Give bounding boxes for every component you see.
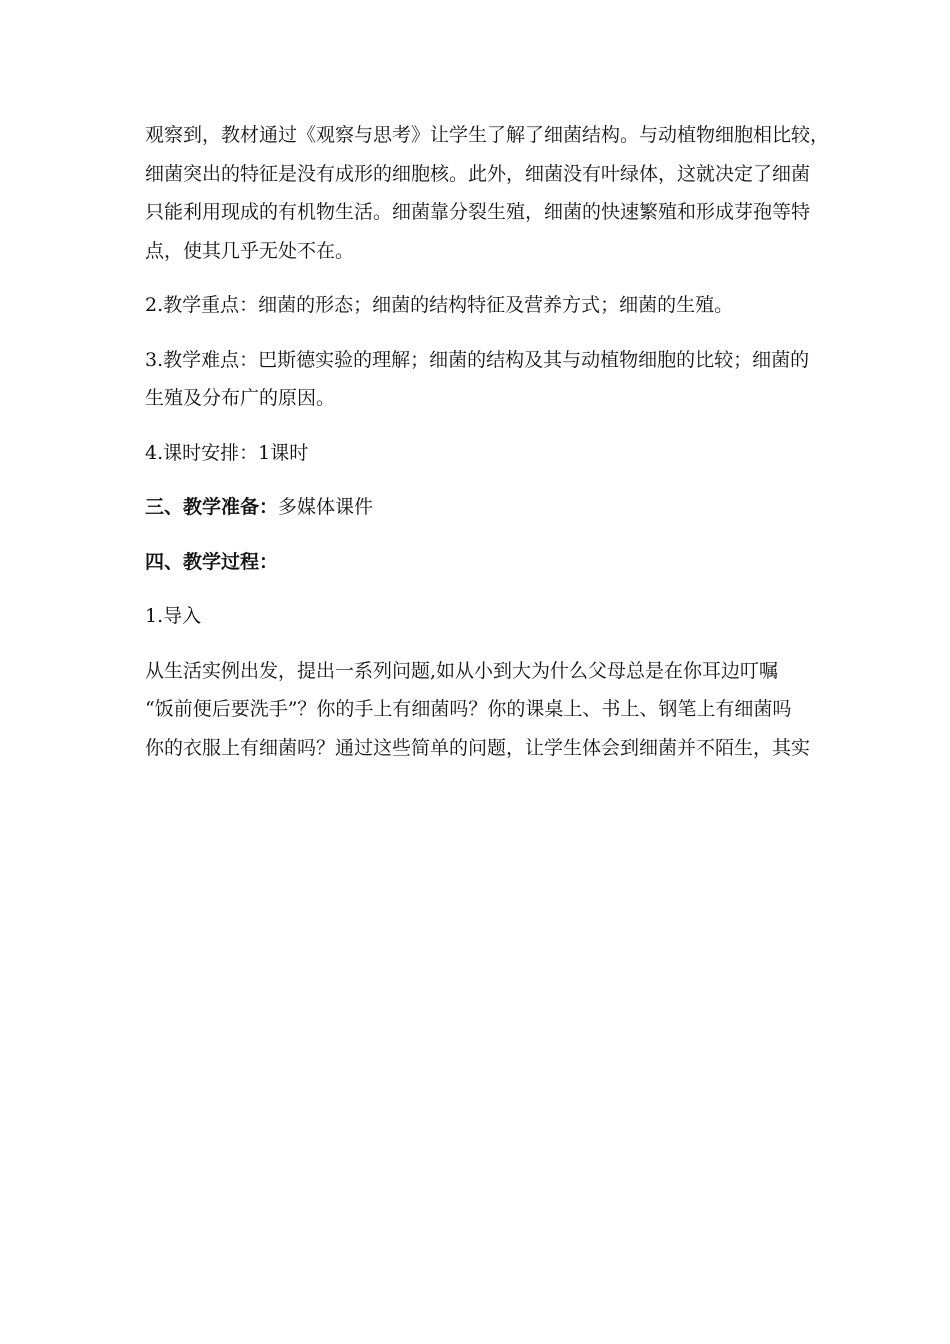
text-line: 只能利用现成的有机物生活。细菌靠分裂生殖，细菌的快速繁殖和形成芽孢等特 xyxy=(145,201,811,223)
preparation-paragraph xyxy=(145,488,815,527)
key-points-paragraph xyxy=(145,286,815,325)
process-paragraph xyxy=(145,543,815,582)
text-line: 生殖及分布广的原因。 xyxy=(145,387,336,409)
lead-in-heading-paragraph xyxy=(145,597,815,636)
section-heading-process: 四、教学过程： xyxy=(145,550,279,573)
subsection-heading-intro: 1.导入 xyxy=(145,605,202,627)
text-line: 2.教学重点：细菌的形态；细菌的结构特征及营养方式；细菌的生殖。 xyxy=(145,294,734,316)
intro-paragraph xyxy=(145,116,830,270)
text-line: 4.课时安排：1课时 xyxy=(145,441,309,464)
text-line: 观察到，教材通过《观察与思考》让学生了解了细菌结构。与动植物细胞相比较， xyxy=(145,124,830,146)
text-line: 点，使其几乎无处不在。 xyxy=(145,239,355,262)
text-line: 细菌突出的特征是没有成形的细胞核。此外，细菌没有叶绿体，这就决定了细菌 xyxy=(145,162,811,185)
text-line xyxy=(145,488,815,527)
schedule-paragraph xyxy=(145,434,815,473)
difficulties-paragraph xyxy=(145,341,815,418)
section-heading-preparation: 三、教学准备： xyxy=(145,496,279,518)
text-line: “饭前便后要洗手”？你的手上有细菌吗？你的课桌上、书上、钢笔上有细菌吗 xyxy=(145,698,792,720)
document-body xyxy=(145,116,830,767)
preparation-text: 多媒体课件 xyxy=(278,496,374,518)
text-line: 你的衣服上有细菌吗？通过这些简单的问题，让学生体会到细菌并不陌生，其实 xyxy=(145,736,811,759)
text-line: 从生活实例出发，提出一系列问题,如从小到大为什么父母总是在你耳边叮嘱 xyxy=(145,659,779,682)
text-line: 3.教学难点：巴斯德实验的理解；细菌的结构及其与动植物细胞的比较；细菌的 xyxy=(145,348,810,371)
lead-in-paragraph xyxy=(145,652,815,768)
